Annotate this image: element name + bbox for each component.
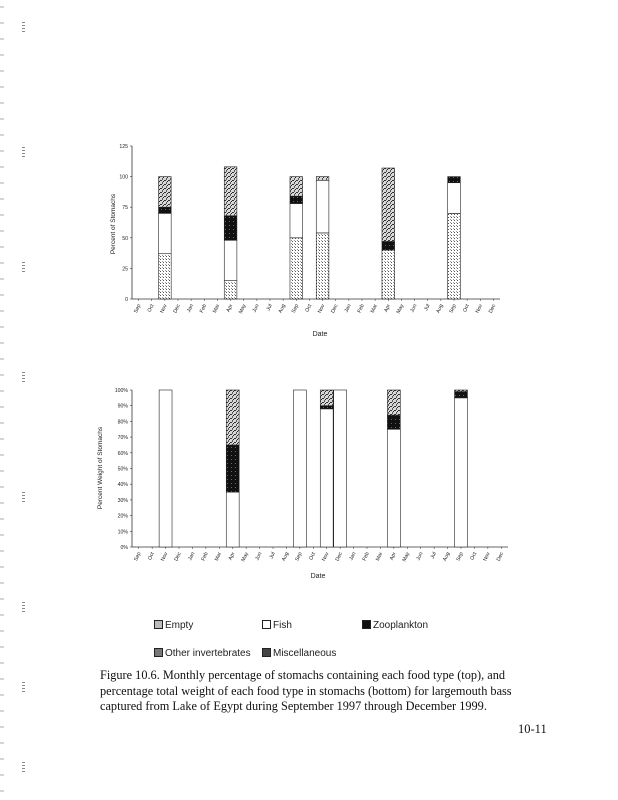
top-chart-x-tick-label: Sep (290, 303, 301, 315)
bottom-chart-y-tick-label: 0% (120, 545, 128, 551)
top-chart-bar-zooplankton (159, 207, 172, 213)
top-chart-x-tick-label: Sep (448, 303, 458, 315)
scan-dot (22, 760, 25, 772)
scan-dot (22, 145, 25, 157)
top-chart-bar-zooplankton (382, 241, 395, 250)
top-chart-bar-fish (290, 204, 303, 238)
bottom-chart-x-tick-label: Dec (334, 551, 344, 563)
top-chart-y-tick-label: 100 (119, 174, 128, 181)
scan-dot (22, 370, 25, 382)
top-chart-bar-empty (159, 254, 172, 299)
top-chart-x-tick-label: Feb (198, 303, 209, 314)
top-chart-bar-zooplankton (224, 216, 237, 240)
top-chart-bar-fish (316, 180, 329, 233)
bottom-chart-x-tick-label: Dec (495, 551, 506, 563)
bottom-chart-x-tick-label: Mar (375, 551, 385, 562)
bottom-chart-bar-fish (387, 429, 400, 547)
bottom-chart-x-tick-label: Jan (187, 551, 197, 562)
top-chart-x-tick-label: Jun (251, 303, 261, 314)
bottom-chart-x-label: Date (310, 573, 326, 580)
legend-swatch-zooplankton (362, 620, 371, 629)
bottom-chart-x-tick-label: Apr (388, 551, 398, 562)
legend-swatch-miscellaneous (262, 648, 271, 657)
top-chart-bar-other-invertebrates (224, 167, 237, 216)
bottom-chart-y-tick-label: 70% (117, 435, 128, 442)
top-chart-x-tick-label: Jun (409, 303, 419, 314)
top-chart-x-tick-label: Nov (159, 303, 169, 315)
bottom-chart-bar-zooplankton (455, 392, 468, 398)
bottom-chart-x-tick-label: Apr (227, 551, 237, 562)
bottom-chart-x-tick-label: Nov (160, 551, 170, 563)
bottom-chart-bar-fish (455, 398, 468, 547)
legend-item-other-invertebrates (154, 648, 251, 659)
top-chart-x-tick-label: Mar (369, 303, 379, 314)
bottom-chart-x-tick-label: Jun (415, 551, 425, 562)
bottom-chart-bar-fish (320, 409, 333, 547)
scan-margin-artifact (0, 0, 4, 800)
bottom-chart-bar-other-invertebrates (320, 390, 333, 406)
scan-dot (22, 490, 25, 502)
top-chart-y-tick-label: 0 (125, 297, 128, 303)
bottom-chart-x-tick-label: Feb (361, 551, 371, 562)
top-chart-y-tick-label: 50 (122, 235, 128, 242)
bottom-chart-x-tick-label: Aug (280, 551, 291, 563)
top-chart-x-tick-label: Feb (356, 303, 366, 314)
bottom-chart-x-tick-label: Sep (455, 551, 465, 563)
scan-dot (22, 600, 25, 612)
bottom-chart-y-tick-label: 80% (117, 419, 128, 426)
top-chart-x-tick-label: May (237, 303, 248, 315)
top-chart-x-tick-label: Dec (172, 303, 182, 315)
legend-label-other-invertebrates: Other invertebrates (165, 648, 251, 659)
top-chart-y-tick-label: 25 (122, 266, 128, 273)
top-chart-x-tick-label: Jan (185, 303, 195, 314)
bottom-chart-y-tick-label: 10% (117, 529, 128, 536)
top-chart-bar-other-invertebrates (382, 168, 395, 241)
bottom-chart-x-tick-label: Nov (482, 551, 492, 563)
top-chart-x-tick-label: May (395, 303, 406, 315)
legend-item-fish (262, 620, 292, 631)
bottom-chart-bar-other-invertebrates (226, 390, 239, 445)
top-chart-x-tick-label: Nov (474, 303, 485, 315)
top-chart-x-tick-label: Oct (462, 303, 471, 314)
bottom-chart-bar-fish (226, 492, 239, 547)
top-chart-x-tick-label: Dec (330, 303, 340, 315)
page-number: 10-11 (518, 722, 547, 736)
top-chart-x-label: Date (312, 331, 328, 338)
bottom-chart-y-tick-label: 60% (117, 450, 128, 457)
top-chart-bar-other-invertebrates (316, 177, 329, 181)
top-chart-x-tick-label: Aug (435, 303, 445, 315)
bottom-chart-bar-zooplankton (226, 445, 239, 492)
bottom-chart-bar-zooplankton (387, 415, 400, 429)
top-chart-y-tick-label: 75 (122, 205, 128, 212)
top-chart-x-tick-label: Mar (212, 303, 222, 314)
bottom-chart-x-tick-label: Dec (173, 551, 183, 563)
legend-swatch-empty (154, 620, 163, 629)
bottom-chart-y-tick-label: 20% (117, 513, 128, 520)
bottom-chart-y-tick-label: 30% (117, 497, 128, 504)
bottom-chart (90, 382, 520, 588)
bottom-chart-x-tick-label: Sep (133, 551, 143, 563)
bottom-chart-bar-fish (293, 390, 306, 547)
top-chart-bar-empty (290, 238, 303, 299)
figure-caption: Figure 10.6. Monthly percentage of stomachs containing each food type (top), and percentage total weight of each food type in stomachs (bottom) for largemouth bass captured from Lake of Egypt during September 1997 through December 1999. (100, 668, 512, 713)
scan-dot (22, 680, 25, 692)
bottom-chart-x-tick-label: Jul (429, 551, 438, 560)
bottom-chart-bar-other-invertebrates (455, 390, 468, 392)
bottom-chart-x-tick-label: May (240, 551, 250, 563)
bottom-chart-x-tick-label: Sep (294, 551, 304, 563)
bottom-chart-y-tick-label: 50% (117, 466, 128, 473)
top-chart-bar-empty (224, 281, 237, 299)
top-chart-bar-zooplankton (448, 177, 461, 183)
top-chart-y-label: Percent of Stomachs (110, 193, 117, 255)
top-chart-x-tick-label: Aug (277, 303, 287, 315)
legend-item-miscellaneous (262, 648, 336, 659)
top-chart-x-tick-label: Dec (487, 303, 498, 315)
bottom-chart-x-tick-label: Jul (268, 551, 277, 560)
bottom-chart-bar-fish (159, 390, 172, 547)
top-chart-y-tick-label: 125 (119, 144, 128, 150)
bottom-chart-x-tick-label: Oct (469, 551, 479, 562)
bottom-chart-x-tick-label: May (401, 551, 412, 563)
top-chart-x-tick-label: Oct (304, 303, 314, 314)
top-chart-x-tick-label: Apr (383, 303, 393, 314)
scan-dot (22, 260, 25, 272)
bottom-chart-x-tick-label: Jun (254, 551, 264, 562)
top-chart-x-tick-label: Jan (343, 303, 353, 314)
legend-label-empty: Empty (165, 620, 194, 631)
bottom-chart-bar-zooplankton (320, 406, 333, 409)
legend-label-zooplankton: Zooplankton (373, 620, 429, 631)
bottom-chart-plot (115, 388, 508, 563)
bottom-chart-y-tick-label: 100% (114, 388, 128, 394)
bottom-chart-y-label: Percent Weight of Stomachs (97, 426, 104, 510)
top-chart-bar-other-invertebrates (159, 177, 172, 208)
bottom-chart-x-tick-label: Mar (213, 551, 224, 562)
bottom-chart-x-tick-label: Feb (200, 551, 210, 562)
legend-label-miscellaneous: Miscellaneous (273, 648, 337, 659)
bottom-chart-x-tick-label: Nov (321, 551, 331, 563)
bottom-chart-y-tick-label: 40% (117, 482, 128, 489)
top-chart-bar-fish (159, 213, 172, 253)
legend-swatch-fish (262, 620, 271, 629)
bottom-chart-x-tick-label: Jan (348, 551, 358, 562)
top-chart-plot (119, 144, 500, 315)
top-chart-x-tick-label: Apr (225, 303, 235, 314)
top-chart-bar-empty (382, 250, 395, 299)
legend-item-zooplankton (362, 620, 428, 631)
top-chart (100, 136, 520, 346)
legend-swatch-other-invertebrates (154, 648, 163, 657)
bottom-chart-bar-other-invertebrates (387, 390, 400, 415)
top-chart-bar-other-invertebrates (290, 177, 303, 197)
bottom-chart-x-tick-label: Oct (147, 551, 156, 562)
top-chart-x-tick-label: Nov (317, 303, 327, 315)
legend-item-empty (154, 620, 193, 631)
top-chart-bar-fish (448, 183, 461, 214)
bottom-chart-x-tick-label: Aug (442, 551, 452, 563)
scan-dot (22, 20, 25, 32)
bottom-chart-y-tick-label: 90% (117, 403, 128, 410)
top-chart-bar-zooplankton (290, 196, 303, 203)
top-chart-bar-empty (316, 233, 329, 299)
top-chart-x-tick-label: Oct (146, 303, 156, 314)
legend-label-fish: Fish (273, 620, 292, 631)
bottom-chart-bar-fish (334, 390, 347, 547)
bottom-chart-x-tick-label: Oct (308, 551, 318, 562)
top-chart-x-tick-label: Sep (133, 303, 143, 315)
top-chart-x-tick-label: Jul (423, 303, 432, 312)
top-chart-bar-empty (448, 213, 461, 299)
top-chart-bar-fish (224, 240, 237, 280)
top-chart-x-tick-label: Jul (265, 303, 274, 312)
